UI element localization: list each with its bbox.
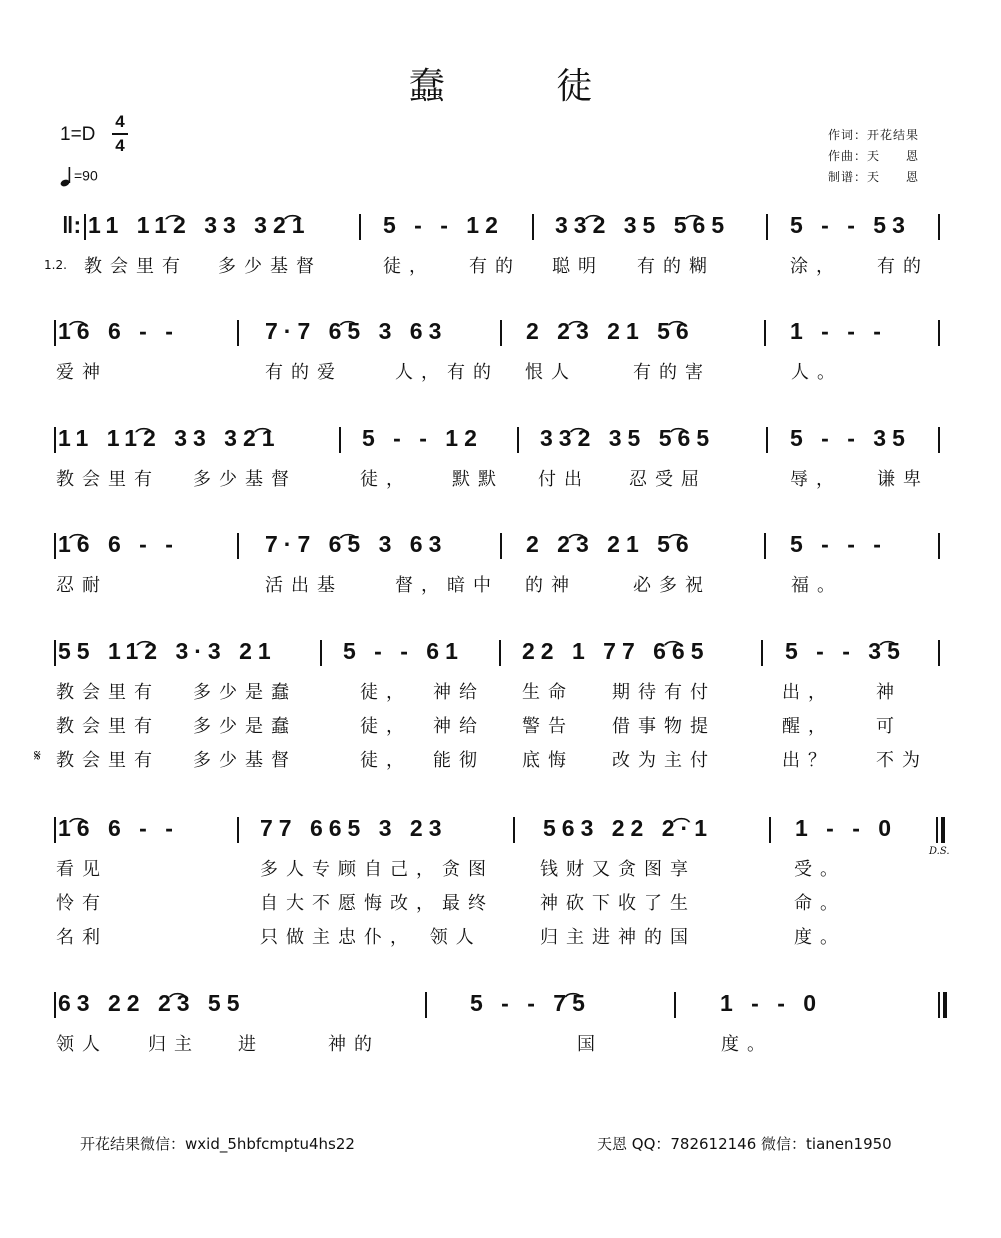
barline [517, 427, 519, 453]
verse-numbers: 1.2. [44, 258, 67, 272]
lyric-line [0, 855, 1001, 879]
lyric-word: 神给 [433, 716, 485, 737]
measure: 33͡2 35 5͡65 [540, 425, 716, 451]
barline [339, 427, 341, 453]
lyric-word: 的神 [525, 575, 577, 596]
lyric-word: 多少基督 [193, 469, 297, 490]
lyric-word: 默默 [452, 469, 504, 490]
measure: 55 11͡2 3·3 21 [58, 638, 277, 664]
lyric-word: 命。 [794, 893, 846, 914]
measure: 2 2͡3 21 5͡6 [526, 318, 695, 344]
measure: 5 - - 53 [790, 212, 911, 238]
lyric-word: 归主进神的国 [540, 927, 696, 948]
lyric-word: 有的 [877, 256, 929, 277]
barline [54, 817, 56, 843]
measure: 33͡2 35 5͡65 [555, 212, 731, 238]
barline [237, 817, 239, 843]
lyric-word: 钱财又贪图享 [540, 859, 696, 880]
barline [320, 640, 322, 666]
tempo-value: =90 [74, 167, 98, 184]
barline [499, 640, 501, 666]
barline [764, 320, 766, 346]
song-title: 蠢 徒 [408, 66, 643, 107]
measure: 1 - - 0 [795, 815, 898, 841]
lyric-word: 神的 [328, 1034, 380, 1055]
lyric-word: 改为主付 [612, 750, 716, 771]
lyric-word: 出， [782, 682, 834, 703]
lyric-word: 聪明 [552, 256, 604, 277]
lyric-word: 教会里有 [84, 256, 188, 277]
repeat-start: ‖: [62, 212, 82, 238]
lyric-word: 多少基督 [193, 750, 297, 771]
notes-row [0, 531, 1001, 571]
measure: 5 - - 61 [343, 638, 464, 664]
barline [766, 214, 768, 240]
measure: 5 - - 3͡5 [785, 638, 906, 664]
barline [359, 214, 361, 240]
lyric-line [0, 678, 1001, 702]
lyric-word: 度。 [794, 927, 846, 948]
measure: 2 2͡3 21 5͡6 [526, 531, 695, 557]
lyric-word: 可 [876, 716, 902, 737]
notes-row [0, 990, 1001, 1030]
lyric-word: 忍受屈 [629, 469, 707, 490]
barline [500, 320, 502, 346]
barline [769, 817, 771, 843]
lyric-word: 教会里有 [56, 750, 160, 771]
lyric-word: 教会里有 [56, 716, 160, 737]
lyric-word: 受。 [794, 859, 846, 880]
measure: 7·7 6͡5 3 63 [265, 318, 448, 344]
measure: 5 - - 35 [790, 425, 911, 451]
lyric-word: 多少是蠢 [193, 716, 297, 737]
lyric-line [0, 889, 1001, 913]
measure: 5 - - 12 [383, 212, 504, 238]
credits [828, 125, 919, 188]
barline [84, 214, 86, 240]
lyric-word: 自大不愿悔改，最终 [260, 893, 494, 914]
measure: 77 665 3 23 [260, 815, 448, 841]
barline [425, 992, 427, 1018]
barline [761, 640, 763, 666]
notes-row [0, 212, 1001, 252]
lyric-word: 谦卑 [877, 469, 929, 490]
final-barline [941, 817, 945, 843]
measure: 1 - - - [790, 318, 887, 344]
lyric-word: 有的 [469, 256, 521, 277]
barline [54, 320, 56, 346]
barline [237, 320, 239, 346]
lyric-word: 多人专顾自己，贪图 [260, 859, 494, 880]
lyric-word: 爱神 [56, 362, 108, 383]
notes-row [0, 425, 1001, 465]
lyric-word: 进 [238, 1034, 264, 1055]
time-signature [112, 112, 128, 156]
barline [936, 817, 938, 843]
barline [500, 533, 502, 559]
lyric-word: 怜有 [56, 893, 108, 914]
composer-credit: 作曲：天 恩 [828, 149, 920, 163]
lyric-word: 醒， [782, 716, 834, 737]
measure: 1͡6 6 - - [58, 531, 179, 557]
measure: 11 11͡2 33 32͡1 [58, 425, 281, 451]
lyric-word: 忍耐 [56, 575, 108, 596]
measure: 22 1 77 6͡65 [522, 638, 710, 664]
barline [54, 992, 56, 1018]
barline [54, 640, 56, 666]
lyric-line [0, 746, 1001, 770]
segno-mark: 𝄋 [34, 746, 41, 765]
lyric-word: 有的爱 [265, 362, 343, 383]
lyric-line [0, 1030, 1001, 1054]
measure: 1͡6 6 - - [58, 815, 179, 841]
quarter-note-icon [60, 166, 74, 188]
barline [674, 992, 676, 1018]
lyric-word: 归主 [148, 1034, 200, 1055]
lyric-word: 督，暗中 [395, 575, 499, 596]
lyric-word: 付出 [538, 469, 590, 490]
barline [938, 320, 940, 346]
lyric-word: 辱， [790, 469, 842, 490]
lyric-word: 神 [876, 682, 902, 703]
footer-right-contact: 天恩 QQ：782612146 微信：tianen1950 [597, 1135, 892, 1153]
lyric-word: 警告 [522, 716, 574, 737]
barline [938, 214, 940, 240]
lyric-word: 底悔 [522, 750, 574, 771]
lyric-word: 徒， [360, 750, 412, 771]
lyric-word: 教会里有 [56, 469, 160, 490]
lyric-word: 生命 [522, 682, 574, 703]
barline [54, 427, 56, 453]
lyric-word: 有的糊 [637, 256, 715, 277]
lyric-line [0, 465, 1001, 489]
measure: 7·7 6͡5 3 63 [265, 531, 448, 557]
notes-row [0, 318, 1001, 358]
tempo-marking [60, 166, 98, 188]
barline [513, 817, 515, 843]
lyric-word: 教会里有 [56, 682, 160, 703]
lyric-line [0, 358, 1001, 382]
measure: 5 - - 7͡5 [470, 990, 591, 1016]
time-signature-bottom: 4 [115, 136, 125, 155]
lyric-line [0, 252, 1001, 276]
lyric-line [0, 923, 1001, 947]
lyric-word: 神砍下收了生 [540, 893, 696, 914]
lyric-word: 徒， [360, 716, 412, 737]
barline [938, 640, 940, 666]
measure: 11 11͡2 33 32͡1 [88, 212, 311, 238]
lyric-word: 只做主忠仆， 领人 [260, 927, 482, 948]
lyric-word: 徒， [360, 682, 412, 703]
key-signature: 1=D [60, 124, 96, 145]
lyric-word: 看见 [56, 859, 108, 880]
lyric-word: 领人 [56, 1034, 108, 1055]
lyric-word: 神给 [433, 682, 485, 703]
measure: 63 22 2͡3 55 [58, 990, 246, 1016]
lyric-word: 必多祝 [633, 575, 711, 596]
final-barline [943, 992, 947, 1018]
lyric-word: 福。 [791, 575, 843, 596]
measure: 5 - - 12 [362, 425, 483, 451]
barline [54, 533, 56, 559]
barline [938, 427, 940, 453]
time-signature-top: 4 [115, 112, 125, 131]
measure: 5 - - - [790, 531, 887, 557]
lyric-word: 借事物提 [612, 716, 716, 737]
lyric-word: 人。 [791, 362, 843, 383]
notes-row [0, 815, 1001, 855]
measure: 563 22 2͡·1 [543, 815, 713, 841]
barline [938, 533, 940, 559]
lyric-word: 国 [577, 1034, 603, 1055]
lyric-word: 出？ [782, 750, 834, 771]
lyric-word: 徒， [383, 256, 435, 277]
barline [766, 427, 768, 453]
lyric-word: 有的害 [633, 362, 711, 383]
footer-left-contact: 开花结果微信：wxid_5hbfcmptu4hs22 [80, 1135, 355, 1153]
lyric-word: 涂， [790, 256, 842, 277]
measure: 1 - - 0 [720, 990, 823, 1016]
ds-marking: D.S. [929, 846, 950, 857]
notation-credit: 制谱：天 恩 [828, 170, 920, 184]
lyric-word: 名利 [56, 927, 108, 948]
lyric-word: 度。 [721, 1034, 773, 1055]
notes-row [0, 638, 1001, 678]
lyric-line [0, 571, 1001, 595]
lyric-word: 活出基 [265, 575, 343, 596]
lyric-word: 人，有的 [395, 362, 499, 383]
lyric-word: 徒， [360, 469, 412, 490]
barline [237, 533, 239, 559]
lyric-line [0, 712, 1001, 736]
lyric-word: 多少是蠢 [193, 682, 297, 703]
lyricist-credit: 作词：开花结果 [828, 128, 920, 142]
barline [938, 992, 940, 1018]
lyric-word: 不为 [876, 750, 928, 771]
lyric-word: 能彻 [433, 750, 485, 771]
barline [532, 214, 534, 240]
barline [764, 533, 766, 559]
lyric-word: 恨人 [525, 362, 577, 383]
lyric-word: 期待有付 [612, 682, 716, 703]
lyric-word: 多少基督 [218, 256, 322, 277]
measure: 1͡6 6 - - [58, 318, 179, 344]
